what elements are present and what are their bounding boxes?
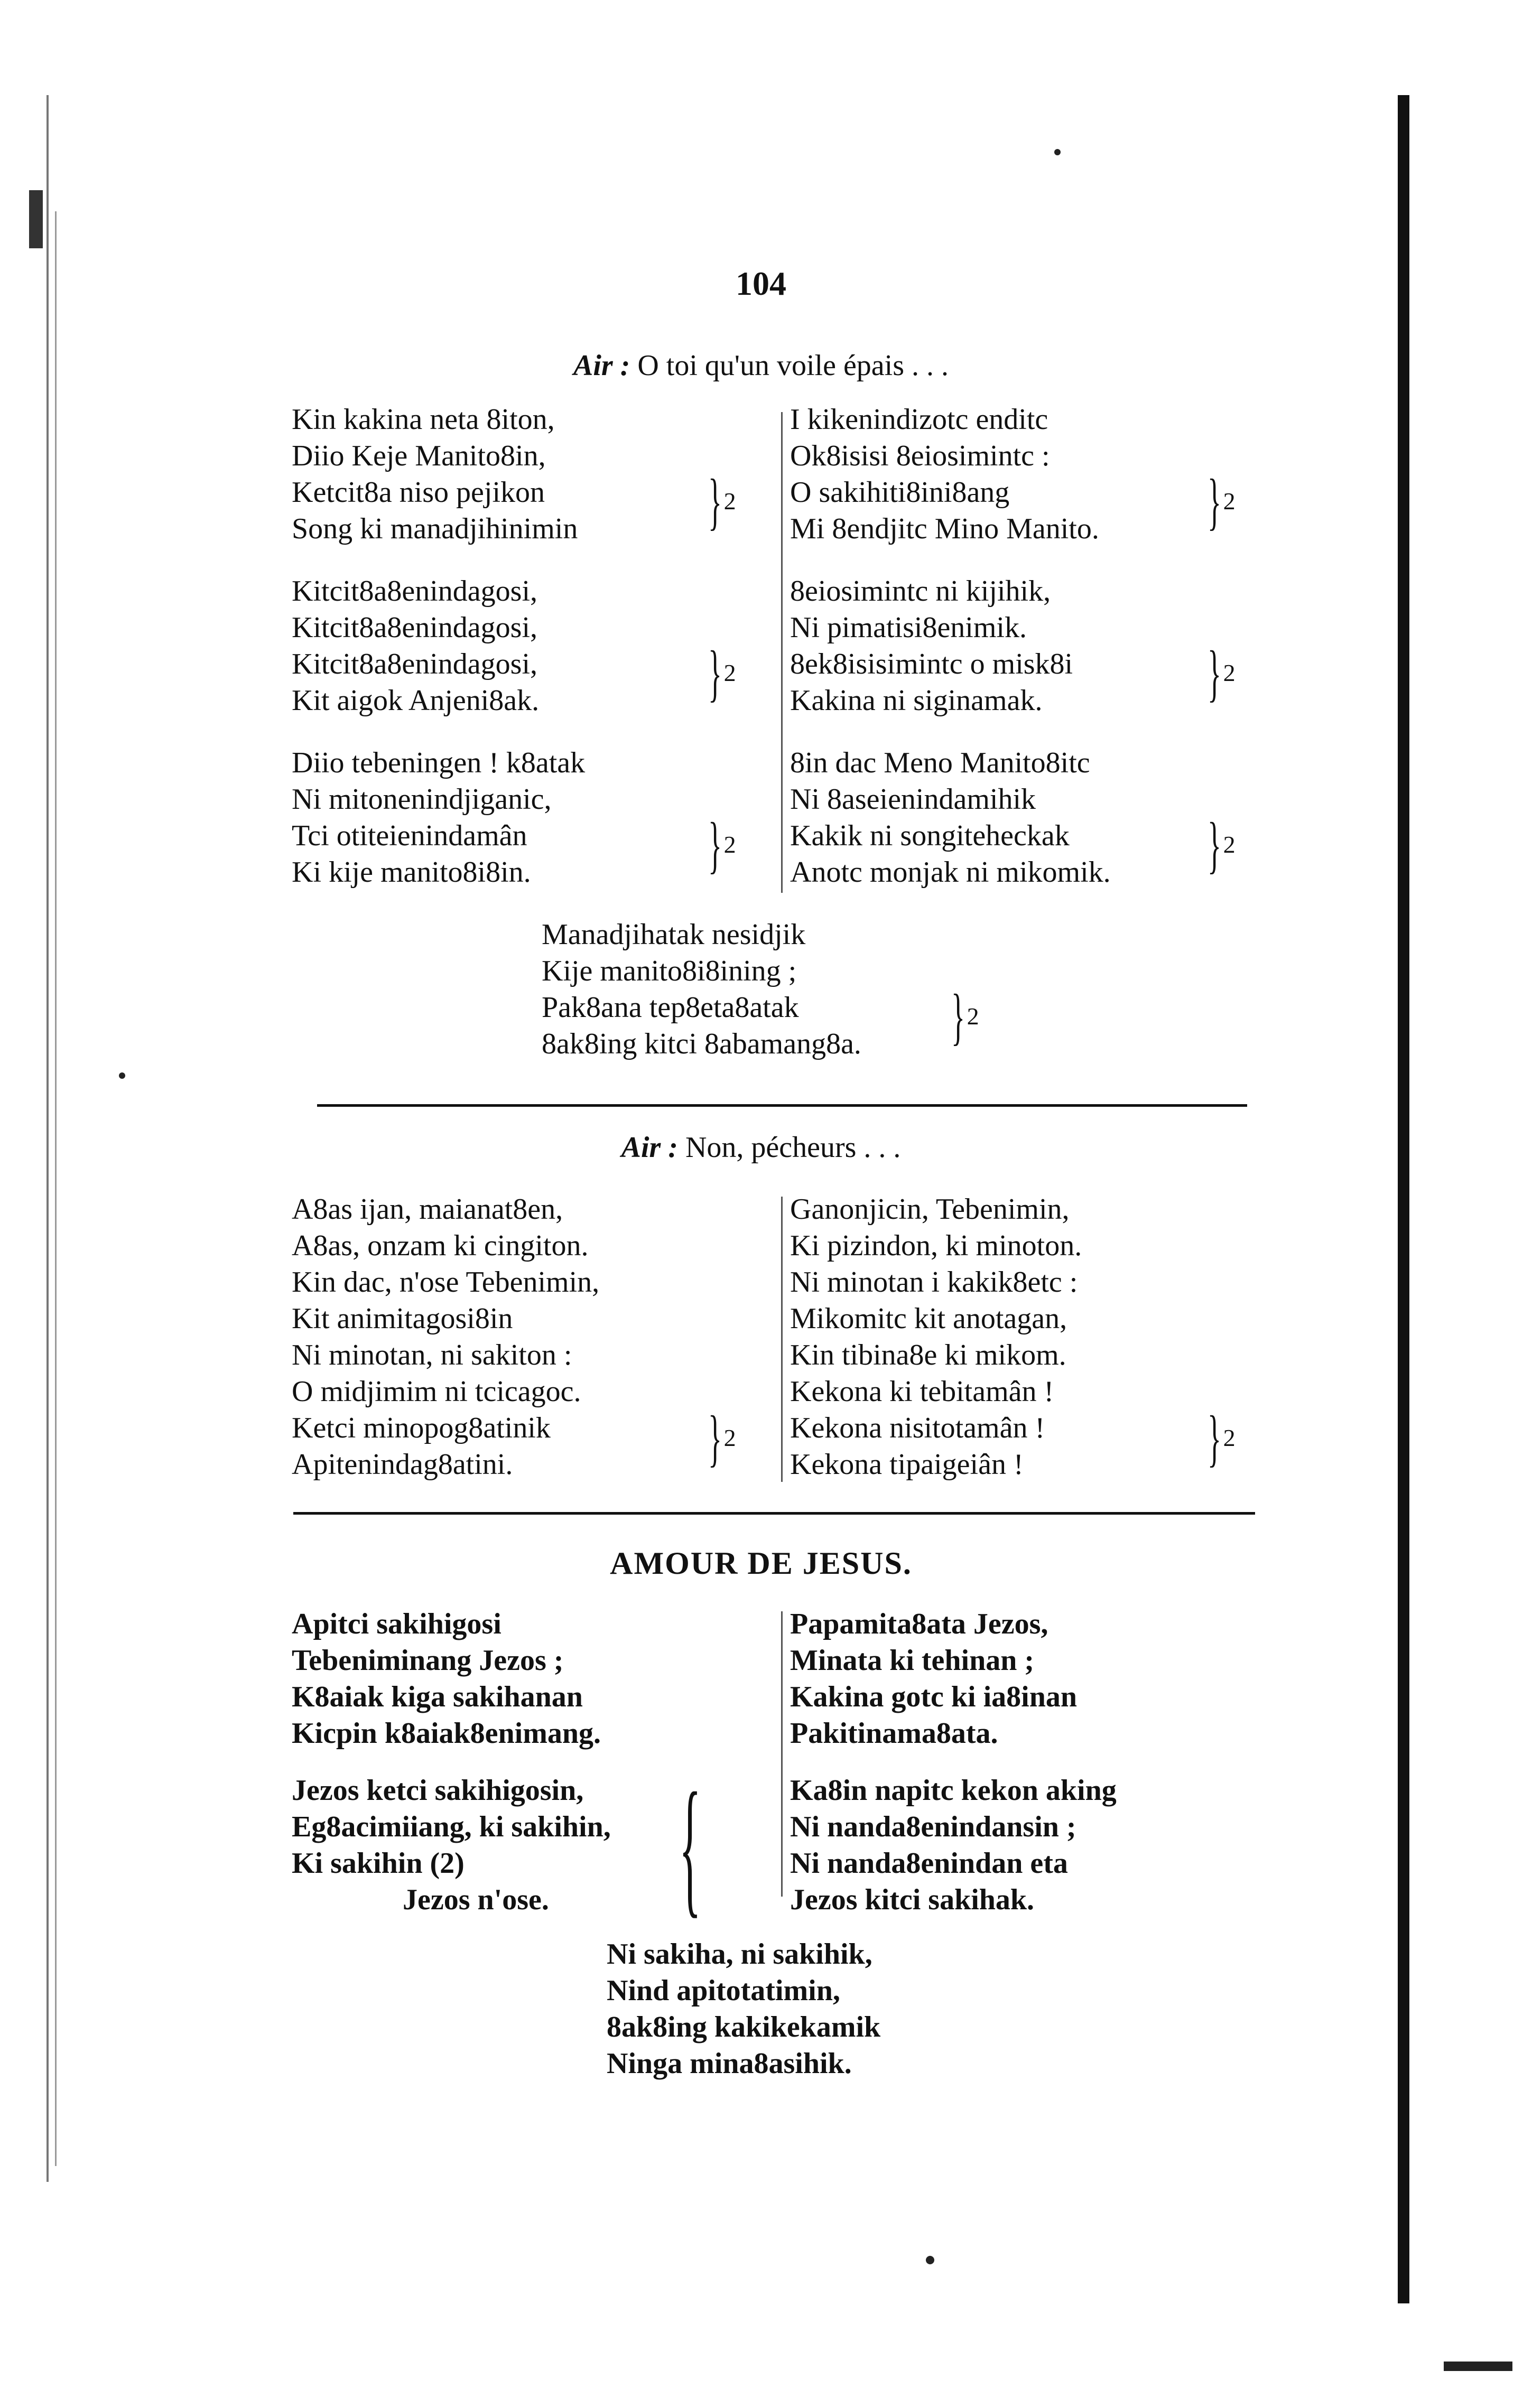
repeat-count: 2: [1223, 488, 1236, 515]
verse-line: Ki pizindon, ki minoton.: [790, 1229, 1082, 1262]
verse-line: Kije manito8i8ining ;: [542, 955, 797, 987]
verse-line: A8as ijan, maianat8en,: [292, 1193, 563, 1226]
verse-line: 8ak8ing kitci 8abamang8a.: [542, 1028, 861, 1060]
verse-line: Ketcit8a niso pejikon: [292, 476, 545, 509]
verse-line: Kit aigok Anjeni8ak.: [292, 684, 540, 717]
verse-line: Kitcit8a8enindagosi,: [292, 611, 538, 644]
left-edge-line: [47, 95, 49, 2182]
air-label: Air :: [621, 1131, 678, 1164]
verse-line: O sakihiti8ini8ang: [790, 476, 1010, 509]
verse-line: Kin kakina neta 8iton,: [292, 403, 555, 436]
verse-line: Kin dac, n'ose Tebenimin,: [292, 1266, 600, 1299]
verse-line: O midjimim ni tcicagoc.: [292, 1375, 581, 1408]
verse-line: Tci otiteienindamân: [292, 819, 527, 852]
verse-line: Ninga mina8asihik.: [607, 2047, 852, 2080]
verse-line: Pak8ana tep8eta8atak: [542, 991, 799, 1024]
verse-line: Ni pimatisi8enimik.: [790, 611, 1027, 644]
verse-line: Mikomitc kit anotagan,: [790, 1302, 1067, 1335]
repeat-count: 2: [967, 1003, 979, 1030]
stanza-left-3: [292, 745, 585, 891]
repeat-count: 2: [723, 831, 736, 858]
stanza-right-3: [790, 745, 1111, 891]
repeat-brace: }2: [951, 981, 979, 1051]
verse-line: 8in dac Meno Manito8itc: [790, 746, 1090, 779]
air-title: Non, pécheurs . . .: [685, 1131, 901, 1164]
verse-line: Jezos kitci sakihak.: [790, 1883, 1035, 1916]
verse-line: Ok8isisi 8eiosimintc :: [790, 440, 1050, 472]
verse-line: Ni sakiha, ni sakihik,: [607, 1938, 872, 1971]
column-divider: [781, 412, 783, 893]
verse-line: 8ek8isisimintc o misk8i: [790, 648, 1073, 680]
repeat-count: 2: [723, 1424, 736, 1451]
verse-line: I kikenindizotc enditc: [790, 403, 1048, 436]
verse-line: Kekona nisitotamân !: [790, 1412, 1045, 1444]
verse-line: Ketci minopog8atinik: [292, 1412, 551, 1444]
repeat-brace: }2: [708, 1403, 736, 1473]
left-edge-mark: [29, 190, 43, 248]
column-divider: [781, 1611, 783, 1897]
verse-line: Nind apitotatimin,: [607, 1974, 840, 2007]
stanza-left-amour-2: [292, 1772, 611, 1918]
verse-line: Kakina gotc ki ia8inan: [790, 1681, 1078, 1713]
stanza-left-amour-1: [292, 1606, 601, 1752]
scan-speck: [119, 1072, 125, 1079]
stanza-right-section2: [790, 1191, 1082, 1483]
column-divider: [781, 1197, 783, 1482]
verse-line: Kekona tipaigeiân !: [790, 1448, 1024, 1481]
verse-line: Pakitinama8ata.: [790, 1717, 998, 1750]
verse-line: Jezos ketci sakihigosin,: [292, 1774, 584, 1807]
verse-line: Eg8acimiiang, ki sakihin,: [292, 1810, 611, 1843]
stanza-right-amour-2: [790, 1772, 1117, 1918]
page-edge-shadow: [1398, 95, 1409, 2303]
air-title: O toi qu'un voile épais . . .: [637, 349, 949, 382]
air-label: Air :: [573, 349, 630, 382]
verse-line: Minata ki tehinan ;: [790, 1644, 1035, 1677]
verse-line: Ganonjicin, Tebenimin,: [790, 1193, 1070, 1226]
verse-line: A8as, onzam ki cingiton.: [292, 1229, 589, 1262]
air-heading-2: [391, 1131, 1131, 1164]
stanza-center: [542, 917, 861, 1062]
verse-line: Ki sakihin (2): [292, 1847, 465, 1880]
verse-line: Kakik ni songiteheckak: [790, 819, 1070, 852]
stanza-center-amour: [607, 1936, 880, 2082]
stanza-left-section2: [292, 1191, 599, 1483]
stanza-right-1: [790, 402, 1099, 547]
repeat-count: 2: [1223, 659, 1236, 686]
stanza-left-2: [292, 573, 539, 719]
verse-line: Ni nanda8enindan eta: [790, 1847, 1068, 1880]
verse-line: Ki kije manito8i8in.: [292, 856, 531, 889]
verse-line: Kin tibina8e ki mikom.: [790, 1339, 1066, 1371]
repeat-count: 2: [1223, 1424, 1236, 1451]
stanza-right-2: [790, 573, 1073, 719]
repeat-brace: }2: [708, 638, 736, 708]
repeat-brace: }2: [708, 809, 736, 880]
repeat-brace: }2: [708, 466, 736, 536]
verse-line: Song ki manadjihinimin: [292, 512, 578, 545]
section-title: AMOUR DE JESUS.: [610, 1546, 912, 1581]
section-divider: [317, 1104, 1247, 1107]
verse-line: Diio tebeningen ! k8atak: [292, 746, 586, 779]
left-edge-line-secondary: [55, 211, 57, 2166]
verse-line: Ka8in napitc kekon aking: [790, 1774, 1117, 1807]
verse-line: Ni mitonenindjiganic,: [292, 783, 552, 816]
scan-speck: [926, 2256, 934, 2264]
repeat-brace: }2: [1208, 1403, 1236, 1473]
verse-line: Manadjihatak nesidjik: [542, 918, 806, 951]
verse-line: Anotc monjak ni mikomik.: [790, 856, 1111, 889]
verse-line: Kicpin k8aiak8enimang.: [292, 1717, 601, 1750]
verse-line: Apitci sakihigosi: [292, 1608, 502, 1640]
verse-line: Kitcit8a8enindagosi,: [292, 648, 538, 680]
repeat-brace: }2: [1208, 809, 1236, 880]
repeat-count: 2: [1223, 831, 1236, 858]
verse-line: Diio Keje Manito8in,: [292, 440, 546, 472]
repeat-brace: }2: [1208, 638, 1236, 708]
verse-line: Kit animitagosi8in: [292, 1302, 513, 1335]
scan-speck: [1054, 149, 1061, 155]
verse-line: Ni 8aseienindamihik: [790, 783, 1036, 816]
scan-edge-mark: [1444, 2362, 1512, 2371]
verse-line: K8aiak kiga sakihanan: [292, 1681, 583, 1713]
large-brace: {: [679, 1761, 701, 1931]
verse-line: 8ak8ing kakikekamik: [607, 2011, 881, 2043]
verse-line: Kitcit8a8enindagosi,: [292, 575, 538, 608]
air-heading-1: [391, 349, 1131, 382]
verse-line: Ni minotan, ni sakiton :: [292, 1339, 572, 1371]
section-divider: [293, 1512, 1255, 1515]
repeat-brace: }2: [1208, 466, 1236, 536]
repeat-count: 2: [723, 659, 736, 686]
verse-line: Papamita8ata Jezos,: [790, 1608, 1048, 1640]
stanza-right-amour-1: [790, 1606, 1077, 1752]
verse-line: 8eiosimintc ni kijihik,: [790, 575, 1051, 608]
verse-line: Kekona ki tebitamân !: [790, 1375, 1054, 1408]
verse-line: Kakina ni siginamak.: [790, 684, 1043, 717]
verse-line: Mi 8endjitc Mino Manito.: [790, 512, 1099, 545]
page-number: 104: [736, 265, 786, 302]
stanza-left-1: [292, 402, 578, 547]
verse-line: Jezos n'ose.: [403, 1883, 549, 1916]
verse-line: Ni nanda8enindansin ;: [790, 1810, 1076, 1843]
verse-line: Tebeniminang Jezos ;: [292, 1644, 564, 1677]
verse-line: Apitenindag8atini.: [292, 1448, 513, 1481]
verse-line: Ni minotan i kakik8etc :: [790, 1266, 1078, 1299]
repeat-count: 2: [723, 488, 736, 515]
